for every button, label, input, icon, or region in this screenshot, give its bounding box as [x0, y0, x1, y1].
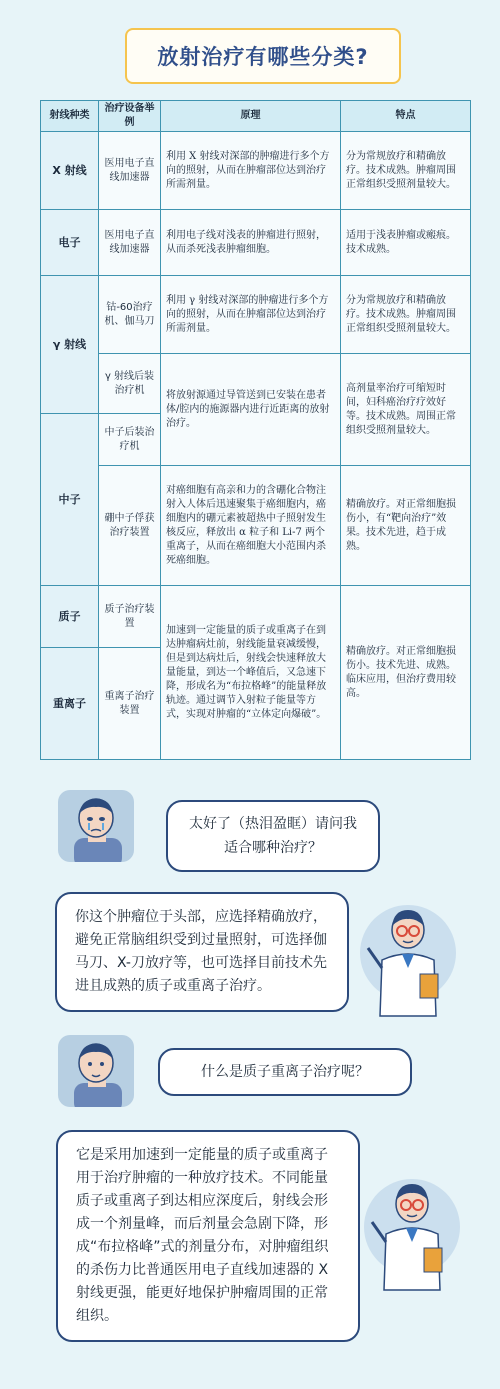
table-row: [41, 354, 471, 414]
device: 钴-60治疗机、伽马刀: [99, 276, 161, 354]
principle: 将放射源通过导管送到已安装在患者体/腔内的施源器内进行近距离的放射治疗。: [161, 354, 341, 466]
patient-avatar: [58, 1035, 134, 1107]
patient-question-2: 什么是质子重离子治疗呢？: [201, 1064, 369, 1080]
doctor-bubble-2: [56, 1130, 360, 1342]
title-banner: [125, 28, 401, 84]
device: 硼中子俘获治疗装置: [99, 466, 161, 586]
feature: 适用于浅表肿瘤或瘢痕。技术成熟。: [341, 210, 471, 276]
page-title: 放射治疗有哪些分类?: [157, 45, 369, 69]
device: 质子治疗装置: [99, 586, 161, 648]
principle: 加速到一定能量的质子或重离子在到达肿瘤病灶前，射线能量衰减缓慢，但是到达病灶后，射线会快速释放大量能量，到达一个峰值后，又急速下降，形成名为“布拉格峰”的能量释放轨迹。通过调节入射粒子能量等方式，实现对肿瘤的“立体定向爆破”。: [161, 586, 341, 760]
ray-type: 重离子: [41, 648, 99, 760]
table-row: [41, 466, 471, 586]
doctor-answer-2: 它是采用加速到一定能量的质子或重离子用于治疗肿瘤的一种放疗技术。不同能量质子或重离子到达相应深度后，射线会形成一个剂量峰，而后剂量会急剧下降，形成“布拉格峰”式的剂量分布，对肿瘤组织的杀伤力比普通医用电子直线加速器的 X 射线更强，能更好地保护肿瘤周围的正常组织。: [76, 1147, 329, 1324]
doctor-bubble-1: [55, 892, 349, 1012]
device: 医用电子直线加速器: [99, 210, 161, 276]
feature: 精确放疗。对正常细胞损伤小。技术先进、成熟。临床应用，但治疗费用较高。: [341, 586, 471, 760]
feature: 分为常规放疗和精确放疗。技术成熟。肿瘤周围正常组织受照剂量较大。: [341, 276, 471, 354]
feature: 分为常规放疗和精确放疗。技术成熟。肿瘤周围正常组织受照剂量较大。: [341, 132, 471, 210]
table-row: [41, 586, 471, 648]
device: 医用电子直线加速器: [99, 132, 161, 210]
doctor-illustration-1: [358, 888, 458, 1018]
principle: 对癌细胞有高亲和力的含硼化合物注射入人体后迅速聚集于癌细胞内，癌细胞内的硼元素被超热中子照射发生核反应，释放出 α 粒子和 Li-7 两个重离子，从而在癌细胞大小范围内杀死癌细胞。: [161, 466, 341, 586]
ray-type: γ 射线: [41, 276, 99, 414]
doctor-illustration-2: [362, 1162, 462, 1292]
ray-type: 质子: [41, 586, 99, 648]
table-row: [41, 276, 471, 354]
ray-type: 中子: [41, 414, 99, 586]
feature: 精确放疗。对正常细胞损伤小，有“靶向治疗”效果。技术先进，趋于成熟。: [341, 466, 471, 586]
device: 中子后装治疗机: [99, 414, 161, 466]
patient-question-1: 太好了（热泪盈眶）请问我适合哪种治疗？: [189, 816, 357, 856]
principle: 利用 X 射线对深部的肿瘤进行多个方向的照射，从而在肿瘤部位达到治疗所需剂量。: [161, 132, 341, 210]
patient-avatar: [58, 790, 134, 862]
header-type: 射线种类: [41, 101, 99, 132]
feature: 高剂量率治疗可缩短时间，妇科癌治疗疗效好等。技术成熟。周围正常组织受照剂量较大。: [341, 354, 471, 466]
principle: 利用电子线对浅表的肿瘤进行照射，从而杀死浅表肿瘤细胞。: [161, 210, 341, 276]
header-device: 治疗设备举例: [99, 101, 161, 132]
table-row: [41, 210, 471, 276]
classification-table: [40, 100, 470, 760]
header-principle: 原理: [161, 101, 341, 132]
device: γ 射线后装治疗机: [99, 354, 161, 414]
header-feature: 特点: [341, 101, 471, 132]
patient-illustration: [58, 1035, 134, 1107]
patient-illustration: [58, 790, 134, 862]
doctor-answer-1: 你这个肿瘤位于头部，应选择精确放疗，避免正常脑组织受到过量照射，可选择伽马刀、X-刀放疗等，也可选择目前技术先进且成熟的质子或重离子治疗。: [75, 909, 327, 994]
ray-type: X 射线: [41, 132, 99, 210]
principle: 利用 γ 射线对深部的肿瘤进行多个方向的照射，从而在肿瘤部位达到治疗所需剂量。: [161, 276, 341, 354]
table-header-row: [41, 101, 471, 132]
ray-type: 电子: [41, 210, 99, 276]
patient-bubble-1: [166, 800, 380, 872]
device: 重离子治疗装置: [99, 648, 161, 760]
patient-bubble-2: [158, 1048, 412, 1096]
table-row: [41, 132, 471, 210]
